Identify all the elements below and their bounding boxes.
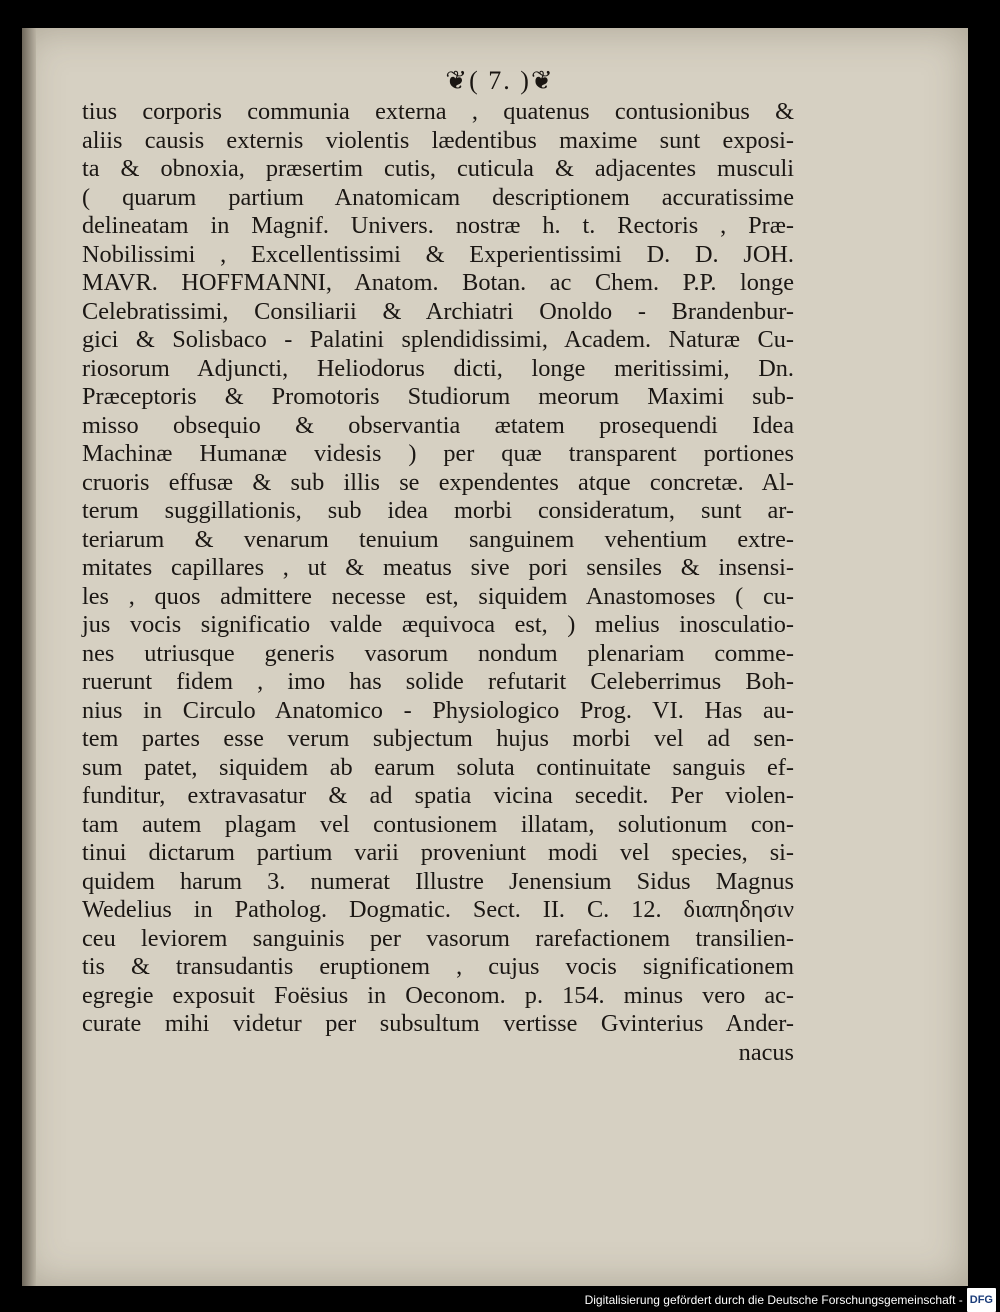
text-line: teriarum & venarum tenuium sanguinem vehentium extre- <box>82 525 794 553</box>
text-line: gici & Solisbaco - Palatini splendidissimi, Academ. Naturæ Cu- <box>82 326 794 353</box>
text-line: tam autem plagam vel contusionem illatam, solutionum con- <box>82 810 794 838</box>
text-line: ( quarum partium Anatomicam descriptionem accuratissime <box>82 183 794 211</box>
text-line: quidem harum 3. numerat Illustre Jenensium Sidus Magnus <box>82 867 794 895</box>
text-line: nius in Circulo Anatomico - Physiologico Prog. VI. Has au- <box>82 696 794 724</box>
text-line: ruerunt fidem , imo has solide refutarit Celeberrimus Boh- <box>82 668 794 695</box>
text-line: nes utriusque generis vasorum nondum plenariam comme- <box>82 639 794 667</box>
text-line: tinui dictarum partium varii proveniunt modi vel species, si- <box>82 839 794 866</box>
footer-credit: Digitalisierung gefördert durch die Deutsche Forschungsgemeinschaft - <box>584 1293 963 1307</box>
text-line: delineatam in Magnif. Univers. nostræ h. t. Rectoris , Præ- <box>82 212 794 239</box>
text-line: funditur, extravasatur & ad spatia vicina secedit. Per violen- <box>82 782 794 809</box>
text-line: ceu leviorem sanguinis per vasorum rarefactionem transilien- <box>82 924 794 952</box>
page-gutter-shadow <box>22 28 36 1286</box>
text-line: aliis causis externis violentis lædentibus maxime sunt exposi- <box>82 126 794 154</box>
text-line: sum patet, siquidem ab earum soluta continuitate sanguis ef- <box>82 753 794 781</box>
text-line: jus vocis significatio valde æquivoca est, ) melius inosculatio- <box>82 611 794 638</box>
dfg-logo: DFG <box>967 1288 996 1312</box>
text-line: curate mihi videtur per subsultum vertisse Gvinterius Ander- <box>82 1010 794 1037</box>
text-line: mitates capillares , ut & meatus sive pori sensiles & insensi- <box>82 554 794 581</box>
catchword: nacus <box>738 1038 794 1066</box>
text-line: les , quos admittere necesse est, siquidem Anastomoses ( cu- <box>82 582 794 610</box>
text-line: cruoris effusæ & sub illis se expendentes atque concretæ. Al- <box>82 468 794 496</box>
text-line: terum suggillationis, sub idea morbi consideratum, sunt ar- <box>82 497 794 524</box>
text-line: Præceptoris & Promotoris Studiorum meorum Maximi sub- <box>82 383 794 410</box>
text-line: Machinæ Humanæ videsis ) per quæ transparent portiones <box>82 440 794 467</box>
text-line: ta & obnoxia, præsertim cutis, cuticula & adjacentes musculi <box>82 155 794 182</box>
text-line: Wedelius in Patholog. Dogmatic. Sect. II. C. 12. διαπηδησιν <box>82 896 794 923</box>
text-line: misso obsequio & observantia ætatem prosequendi Idea <box>82 411 794 439</box>
body-text <box>82 98 794 1067</box>
text-line: tis & transudantis eruptionem , cujus vocis significationem <box>82 953 794 980</box>
text-line: Celebratissimi, Consiliarii & Archiatri Onoldo - Brandenbur- <box>82 297 794 325</box>
page-header: ❦( 7. )❦ <box>445 66 555 95</box>
text-line: tius corporis communia externa , quatenus contusionibus & <box>82 98 794 125</box>
text-line: riosorum Adjuncti, Heliodorus dicti, longe meritissimi, Dn. <box>82 354 794 382</box>
text-line: Nobilissimi , Excellentissimi & Experientissimi D. D. JOH. <box>82 240 794 268</box>
text-line: MAVR. HOFFMANNI, Anatom. Botan. ac Chem. P.P. longe <box>82 269 794 296</box>
digitization-footer <box>585 1289 1000 1311</box>
text-line: egregie exposuit Foësius in Oeconom. p. 154. minus vero ac- <box>82 981 794 1009</box>
text-line: tem partes esse verum subjectum hujus morbi vel ad sen- <box>82 725 794 752</box>
